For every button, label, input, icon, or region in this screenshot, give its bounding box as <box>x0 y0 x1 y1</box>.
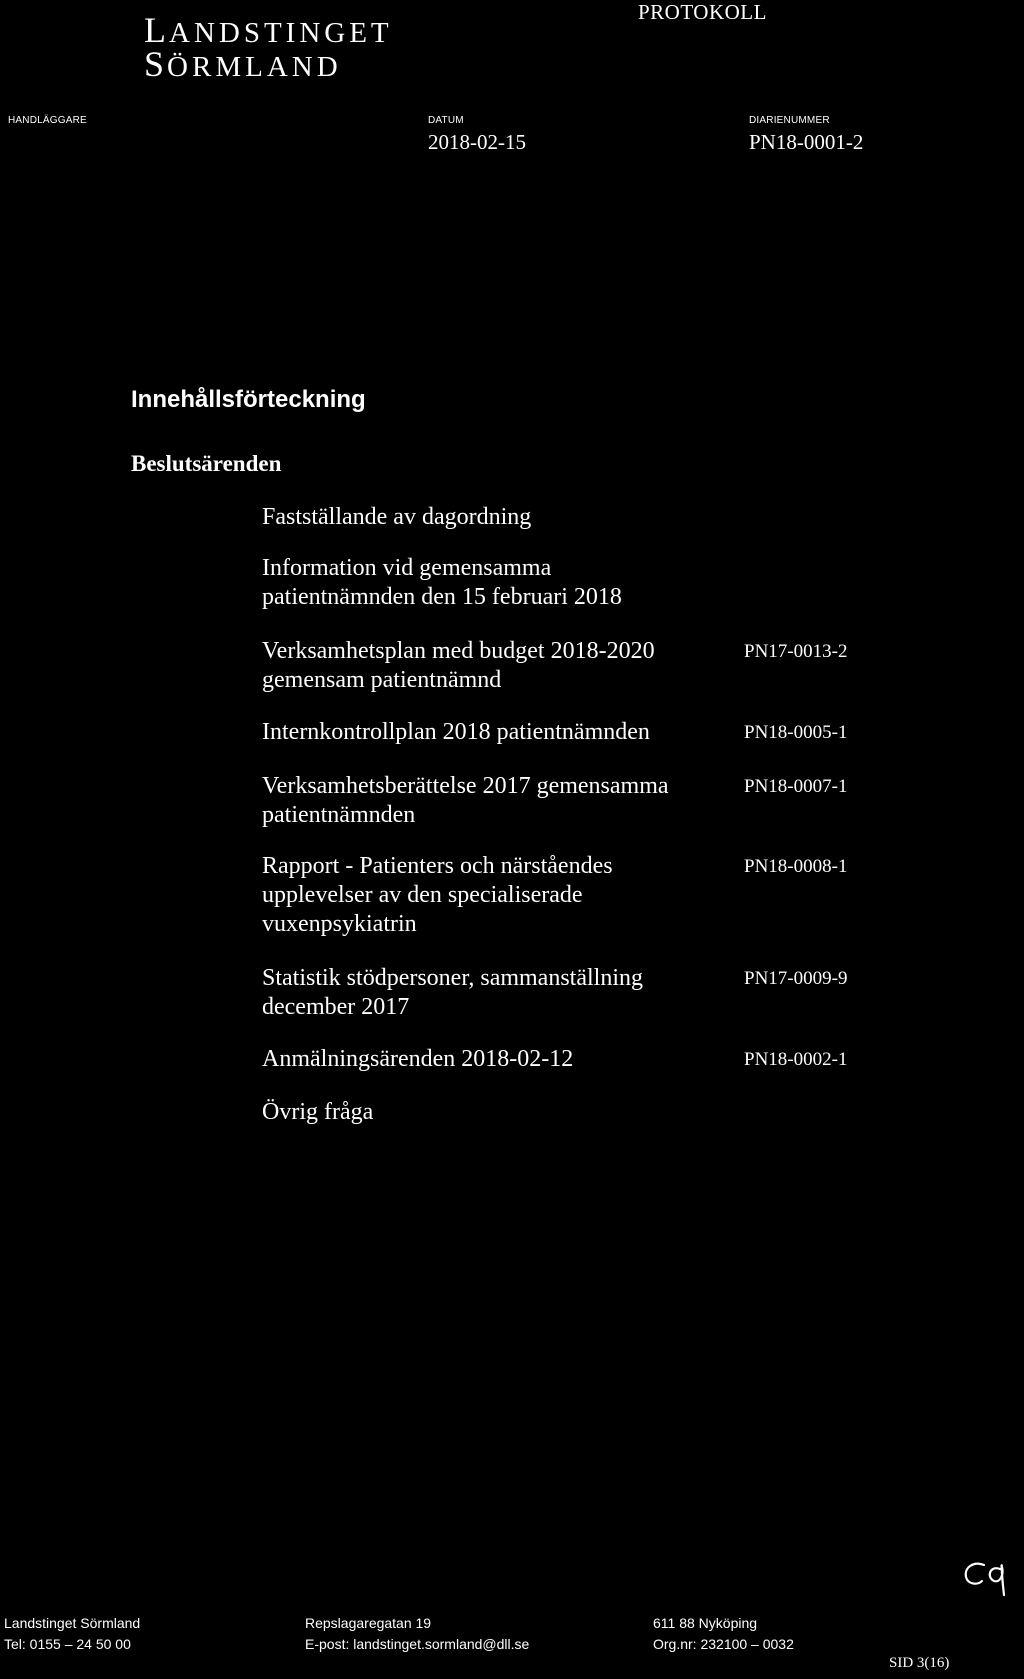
toc-item-ref: PN18-0007-1 <box>744 776 848 797</box>
toc-item-text: Rapport - Patienters och närståendes upplevelser av den specialiserade vuxenpsykiatrin <box>262 853 613 937</box>
handlaggare-label: HANDLÄGGARE <box>8 115 87 126</box>
footer-address: Repslagaregatan 19 E-post: landstinget.sormland@dll.se <box>305 1615 530 1652</box>
toc-item-text: Statistik stödpersoner, sammanställning december 2017 <box>262 965 643 1020</box>
logo-line-1: LANDSTINGET <box>144 10 393 50</box>
signature-initials-icon <box>960 1555 1016 1620</box>
datum-value: 2018-02-15 <box>428 130 526 154</box>
datum-label: DATUM <box>428 115 464 126</box>
toc-item-text: Internkontrollplan 2018 patientnämnden <box>262 719 650 745</box>
diarienummer-label: DIARIENUMMER <box>749 115 830 126</box>
section-title: Beslutsärenden <box>131 451 282 476</box>
toc-item-ref: PN17-0013-2 <box>744 641 848 662</box>
toc-item-ref: PN18-0002-1 <box>744 1049 848 1070</box>
toc-item-text: Fastställande av dagordning <box>262 504 532 530</box>
toc-item-text: Verksamhetsberättelse 2017 gemensamma patientnämnden <box>262 773 669 828</box>
toc-item-ref: PN17-0009-9 <box>744 968 848 989</box>
footer-postal: 611 88 Nyköping Org.nr: 232100 – 0032 <box>653 1615 794 1652</box>
footer-organisation: Landstinget Sörmland Tel: 0155 – 24 50 00 <box>4 1615 141 1652</box>
toc-title: Innehållsförteckning <box>131 386 366 413</box>
toc-item-text: Verksamhetsplan med budget 2018-2020 gemensam patientnämnd <box>262 638 655 693</box>
page-number: SID 3(16) <box>889 1655 950 1671</box>
toc-item-text: Övrig fråga <box>262 1099 374 1125</box>
diarienummer-value: PN18-0001-2 <box>749 130 864 154</box>
logo-line-2: SÖRMLAND <box>144 44 342 84</box>
toc-item-ref: PN18-0008-1 <box>744 856 848 877</box>
toc-item-text: Anmälningsärenden 2018-02-12 <box>262 1046 574 1072</box>
toc-item-text: Information vid gemensamma patientnämnden den 15 februari 2018 <box>262 555 622 610</box>
document-type: PROTOKOLL <box>638 0 767 24</box>
toc-item-ref: PN18-0005-1 <box>744 722 848 743</box>
